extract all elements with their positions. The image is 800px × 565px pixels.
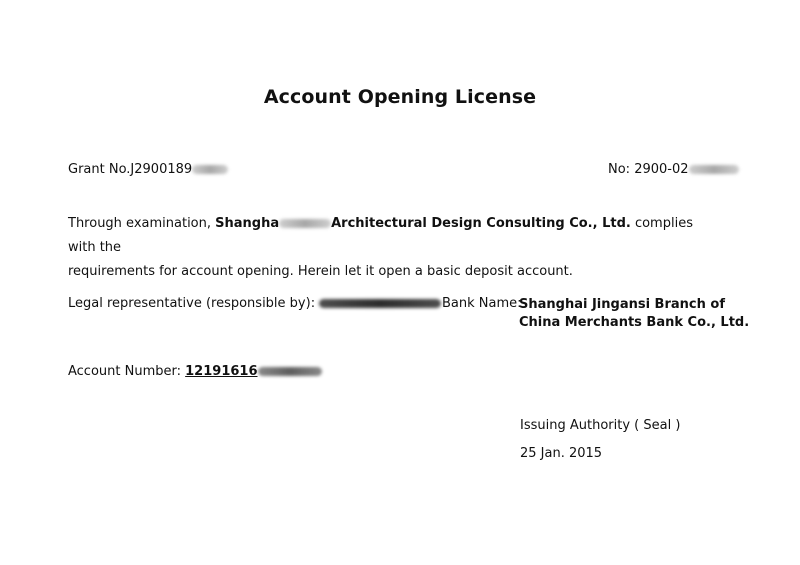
- account-number-prefix: 12191616: [185, 364, 258, 379]
- redacted-legal-representative: [319, 299, 441, 308]
- redacted-grant-digits: [192, 165, 228, 174]
- license-number: [608, 162, 739, 177]
- account-number: [68, 364, 322, 379]
- company-name-start: Shangha: [215, 216, 280, 231]
- bank-name-line1: Shanghai Jingansi Branch of: [519, 297, 725, 312]
- bank-name-value: [519, 296, 749, 332]
- grant-number-text: Grant No.J2900189: [68, 162, 193, 177]
- account-number-label: Account Number:: [68, 364, 181, 379]
- paragraph-line1-tail: complies with the: [68, 216, 693, 255]
- license-number-text: No: 2900-02: [608, 162, 689, 177]
- examination-paragraph: [68, 212, 718, 284]
- account-number-value: [185, 364, 321, 379]
- redacted-company-name: [279, 219, 331, 228]
- company-name-end: Architectural Design Consulting Co., Ltd.: [331, 216, 631, 231]
- issuing-authority: Issuing Authority ( Seal ): [520, 418, 681, 433]
- legal-representative-label: Legal representative (responsible by):: [68, 296, 316, 311]
- bank-name-label: Bank Name:: [442, 296, 522, 311]
- legal-representative: [68, 296, 441, 311]
- paragraph-lead: Through examination,: [68, 216, 216, 231]
- redacted-license-digits: [689, 165, 739, 174]
- bank-name-line2: China Merchants Bank Co., Ltd.: [519, 315, 750, 330]
- grant-number: [68, 162, 228, 177]
- document-title: Account Opening License: [263, 86, 537, 108]
- issue-date: 25 Jan. 2015: [520, 446, 603, 461]
- paragraph-line2: requirements for account opening. Herein let it open a basic deposit account.: [68, 264, 573, 279]
- redacted-account-digits: [258, 367, 322, 376]
